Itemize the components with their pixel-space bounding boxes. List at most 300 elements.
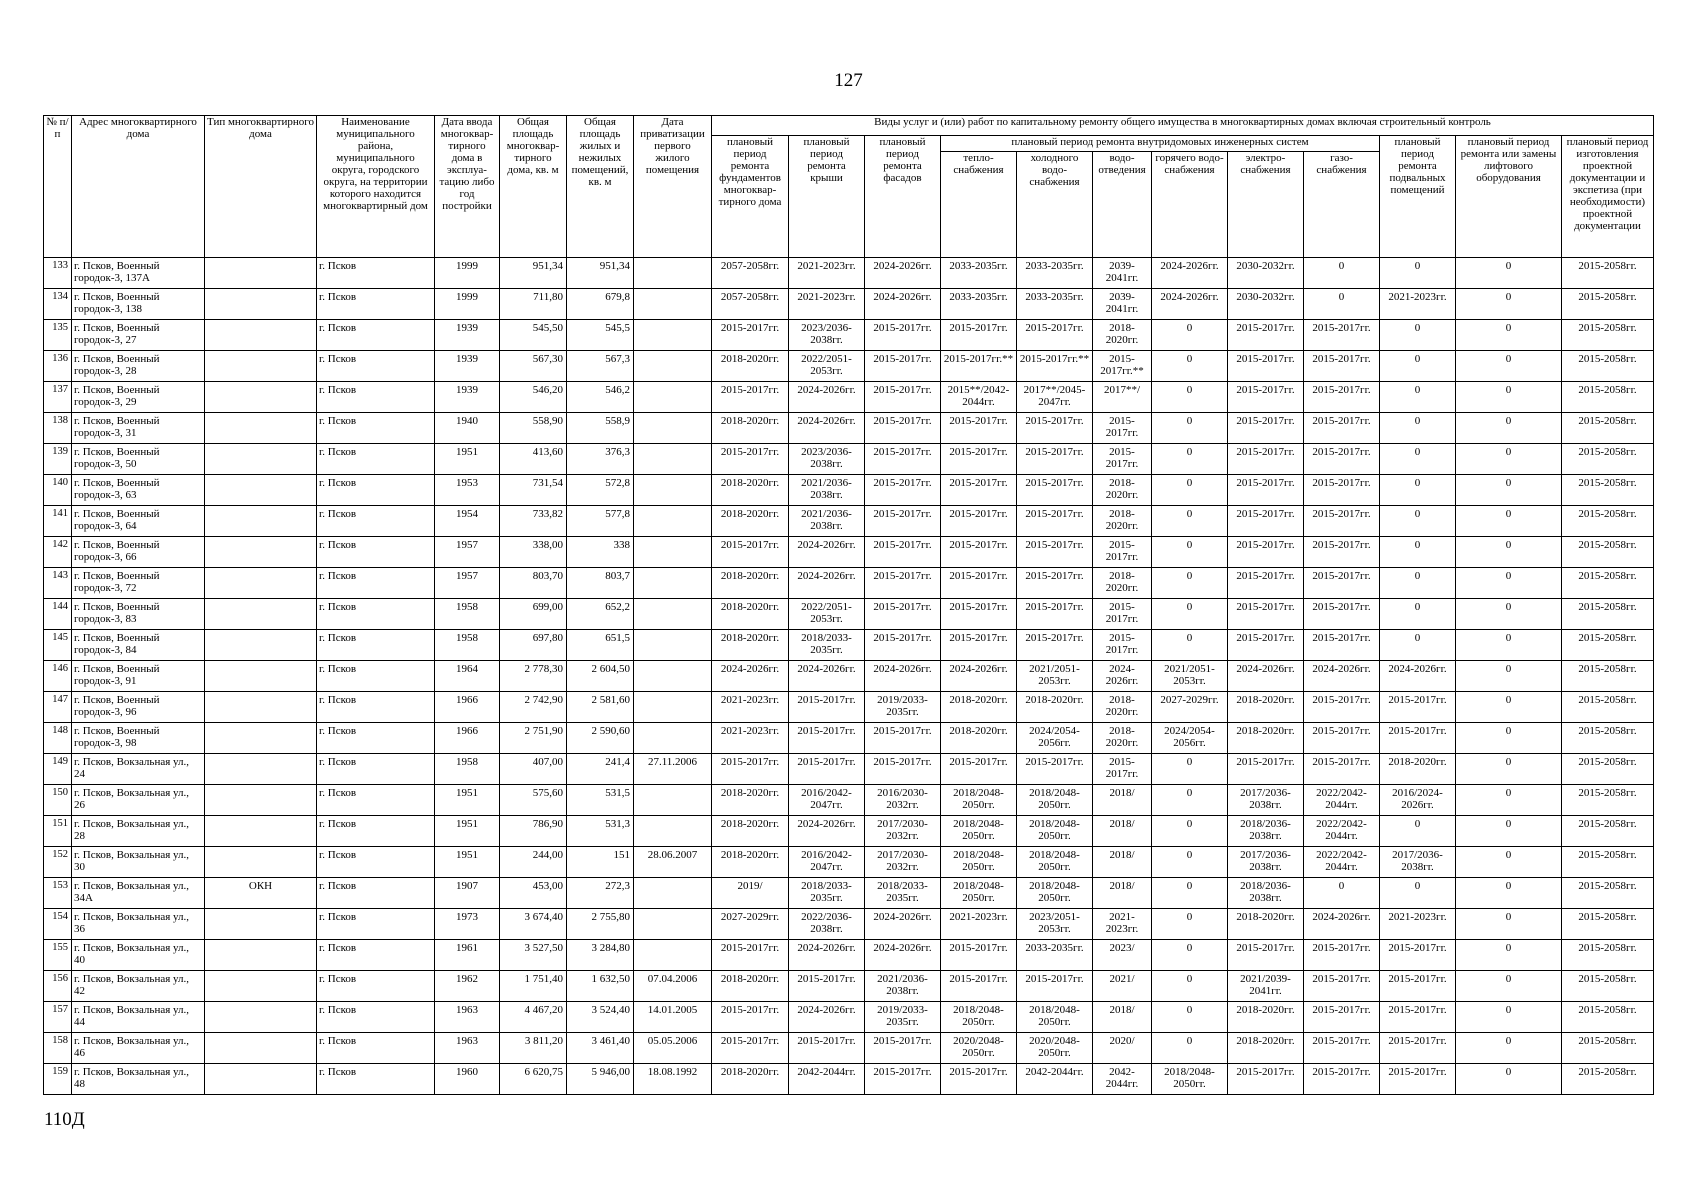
row-basement-period: 0	[1380, 816, 1456, 847]
row-cold-water-period: 2018-2020гг.	[1017, 692, 1093, 723]
row-residential-area: 2 604,50	[567, 661, 634, 692]
row-facade-period: 2015-2017гг.	[865, 754, 941, 785]
row-district: г. Псков	[317, 1002, 435, 1033]
table-row	[44, 909, 1654, 940]
row-project-docs-period: 2015-2058гг.	[1562, 847, 1654, 878]
row-number: 137	[44, 382, 72, 413]
row-elevator-period: 0	[1456, 1064, 1562, 1095]
row-elevator-period: 0	[1456, 909, 1562, 940]
row-elevator-period: 0	[1456, 785, 1562, 816]
row-total-area: 3 674,40	[500, 909, 567, 940]
row-drainage-period: 2018-2020гг.	[1093, 320, 1152, 351]
row-electric-period: 2015-2017гг.	[1228, 444, 1304, 475]
table-row	[44, 971, 1654, 1002]
row-residential-area: 951,34	[567, 258, 634, 289]
row-gas-period: 2015-2017гг.	[1304, 692, 1380, 723]
row-basement-period: 2021-2023гг.	[1380, 289, 1456, 320]
row-hot-water-period: 2018/2048-2050гг.	[1152, 1064, 1228, 1095]
row-hot-water-period: 0	[1152, 320, 1228, 351]
row-residential-area: 3 461,40	[567, 1033, 634, 1064]
row-facade-period: 2015-2017гг.	[865, 1064, 941, 1095]
row-elevator-period: 0	[1456, 661, 1562, 692]
row-number: 150	[44, 785, 72, 816]
row-facade-period: 2024-2026гг.	[865, 258, 941, 289]
header-residential-area: Общая площадь жилых и нежилых помещений, кв. м	[567, 116, 634, 258]
row-basement-period: 2015-2017гг.	[1380, 1002, 1456, 1033]
row-project-docs-period: 2015-2058гг.	[1562, 413, 1654, 444]
row-house-type	[205, 289, 317, 320]
row-facade-period: 2024-2026гг.	[865, 940, 941, 971]
row-heat-period: 2018/2048-2050гг.	[941, 878, 1017, 909]
row-year: 1957	[435, 537, 500, 568]
row-gas-period: 2015-2017гг.	[1304, 1033, 1380, 1064]
header-roof: плановый период ремонта крыши	[789, 136, 865, 258]
row-project-docs-period: 2015-2058гг.	[1562, 475, 1654, 506]
row-roof-period: 2024-2026гг.	[789, 1002, 865, 1033]
row-foundation-period: 2018-2020гг.	[712, 351, 789, 382]
row-privatization-date: 07.04.2006	[634, 971, 712, 1002]
row-hot-water-period: 0	[1152, 444, 1228, 475]
row-roof-period: 2024-2026гг.	[789, 661, 865, 692]
row-elevator-period: 0	[1456, 1002, 1562, 1033]
row-number: 156	[44, 971, 72, 1002]
row-roof-period: 2024-2026гг.	[789, 382, 865, 413]
row-electric-period: 2015-2017гг.	[1228, 506, 1304, 537]
table-row	[44, 816, 1654, 847]
row-number: 149	[44, 754, 72, 785]
row-total-area: 545,50	[500, 320, 567, 351]
row-cold-water-period: 2020/2048-2050гг.	[1017, 1033, 1093, 1064]
row-address: г. Псков, Вокзальная ул., 30	[72, 847, 205, 878]
row-roof-period: 2021/2036-2038гг.	[789, 506, 865, 537]
row-project-docs-period: 2015-2058гг.	[1562, 909, 1654, 940]
row-elevator-period: 0	[1456, 971, 1562, 1002]
row-total-area: 2 742,90	[500, 692, 567, 723]
row-district: г. Псков	[317, 723, 435, 754]
row-foundation-period: 2018-2020гг.	[712, 506, 789, 537]
row-electric-period: 2021/2039-2041гг.	[1228, 971, 1304, 1002]
table-row	[44, 568, 1654, 599]
row-address: г. Псков, Военный городок-3, 64	[72, 506, 205, 537]
row-gas-period: 2015-2017гг.	[1304, 537, 1380, 568]
row-year: 1963	[435, 1033, 500, 1064]
row-cold-water-period: 2015-2017гг.	[1017, 320, 1093, 351]
page-number: 127	[834, 70, 863, 91]
row-gas-period: 2024-2026гг.	[1304, 661, 1380, 692]
row-project-docs-period: 2015-2058гг.	[1562, 692, 1654, 723]
row-hot-water-period: 2027-2029гг.	[1152, 692, 1228, 723]
row-electric-period: 2015-2017гг.	[1228, 537, 1304, 568]
row-gas-period: 2015-2017гг.	[1304, 475, 1380, 506]
row-total-area: 731,54	[500, 475, 567, 506]
row-drainage-period: 2018-2020гг.	[1093, 723, 1152, 754]
row-project-docs-period: 2015-2058гг.	[1562, 1064, 1654, 1095]
table-row	[44, 351, 1654, 382]
row-foundation-period: 2027-2029гг.	[712, 909, 789, 940]
row-house-type	[205, 351, 317, 382]
table-row	[44, 382, 1654, 413]
row-heat-period: 2018-2020гг.	[941, 723, 1017, 754]
row-facade-period: 2015-2017гг.	[865, 599, 941, 630]
row-total-area: 2 778,30	[500, 661, 567, 692]
row-number: 153	[44, 878, 72, 909]
row-drainage-period: 2021-2023гг.	[1093, 909, 1152, 940]
row-elevator-period: 0	[1456, 630, 1562, 661]
header-drainage: водо-отведения	[1093, 152, 1152, 258]
row-hot-water-period: 0	[1152, 847, 1228, 878]
row-gas-period: 2015-2017гг.	[1304, 382, 1380, 413]
row-privatization-date	[634, 444, 712, 475]
row-total-area: 558,90	[500, 413, 567, 444]
row-drainage-period: 2021/	[1093, 971, 1152, 1002]
row-electric-period: 2018/2036-2038гг.	[1228, 878, 1304, 909]
row-residential-area: 572,8	[567, 475, 634, 506]
row-gas-period: 2024-2026гг.	[1304, 909, 1380, 940]
row-drainage-period: 2018/	[1093, 847, 1152, 878]
row-elevator-period: 0	[1456, 475, 1562, 506]
row-year: 1960	[435, 1064, 500, 1095]
row-number: 141	[44, 506, 72, 537]
row-elevator-period: 0	[1456, 258, 1562, 289]
row-privatization-date	[634, 816, 712, 847]
row-number: 155	[44, 940, 72, 971]
row-foundation-period: 2015-2017гг.	[712, 382, 789, 413]
row-cold-water-period: 2033-2035гг.	[1017, 940, 1093, 971]
row-basement-period: 0	[1380, 630, 1456, 661]
row-foundation-period: 2018-2020гг.	[712, 568, 789, 599]
header-heat: тепло-снабжения	[941, 152, 1017, 258]
row-foundation-period: 2015-2017гг.	[712, 1002, 789, 1033]
row-privatization-date	[634, 940, 712, 971]
row-drainage-period: 2018-2020гг.	[1093, 568, 1152, 599]
row-heat-period: 2015-2017гг.	[941, 506, 1017, 537]
row-drainage-period: 2018/	[1093, 816, 1152, 847]
row-roof-period: 2015-2017гг.	[789, 692, 865, 723]
row-privatization-date	[634, 351, 712, 382]
row-total-area: 951,34	[500, 258, 567, 289]
row-hot-water-period: 0	[1152, 568, 1228, 599]
row-drainage-period: 2015-2017гг.	[1093, 537, 1152, 568]
table-row	[44, 537, 1654, 568]
row-facade-period: 2016/2030-2032гг.	[865, 785, 941, 816]
row-roof-period: 2021/2036-2038гг.	[789, 475, 865, 506]
row-basement-period: 0	[1380, 351, 1456, 382]
row-foundation-period: 2018-2020гг.	[712, 413, 789, 444]
row-residential-area: 338	[567, 537, 634, 568]
row-electric-period: 2015-2017гг.	[1228, 1064, 1304, 1095]
header-basement: плановый период ремонта подвальных помещений	[1380, 136, 1456, 258]
row-number: 136	[44, 351, 72, 382]
row-roof-period: 2022/2051-2053гг.	[789, 599, 865, 630]
row-electric-period: 2015-2017гг.	[1228, 599, 1304, 630]
row-roof-period: 2024-2026гг.	[789, 537, 865, 568]
header-works-group: Виды услуг и (или) работ по капитальному ремонту общего имущества в многоквартирных домах включая строительный контроль	[712, 116, 1654, 136]
header-privatization-date: Дата приватизации первого жилого помещения	[634, 116, 712, 258]
row-house-type	[205, 506, 317, 537]
row-facade-period: 2019/2033-2035гг.	[865, 692, 941, 723]
row-gas-period: 2015-2017гг.	[1304, 568, 1380, 599]
row-year: 1940	[435, 413, 500, 444]
row-total-area: 575,60	[500, 785, 567, 816]
row-house-type	[205, 320, 317, 351]
row-foundation-period: 2057-2058гг.	[712, 258, 789, 289]
row-heat-period: 2018/2048-2050гг.	[941, 847, 1017, 878]
row-district: г. Псков	[317, 289, 435, 320]
row-hot-water-period: 0	[1152, 351, 1228, 382]
row-number: 134	[44, 289, 72, 320]
row-elevator-period: 0	[1456, 382, 1562, 413]
row-privatization-date	[634, 289, 712, 320]
header-cold-water: холодного водо-снабжения	[1017, 152, 1093, 258]
row-year: 1951	[435, 785, 500, 816]
row-roof-period: 2022/2051-2053гг.	[789, 351, 865, 382]
row-year: 1951	[435, 847, 500, 878]
row-gas-period: 2022/2042-2044гг.	[1304, 816, 1380, 847]
row-house-type	[205, 692, 317, 723]
header-date-commission: Дата ввода многоквар-тирного дома в эксплуа-тацию либо год постройки	[435, 116, 500, 258]
row-basement-period: 0	[1380, 506, 1456, 537]
table-row	[44, 258, 1654, 289]
row-gas-period: 2015-2017гг.	[1304, 506, 1380, 537]
row-district: г. Псков	[317, 320, 435, 351]
table-row	[44, 413, 1654, 444]
row-total-area: 803,70	[500, 568, 567, 599]
row-hot-water-period: 0	[1152, 382, 1228, 413]
row-drainage-period: 2018-2020гг.	[1093, 692, 1152, 723]
row-project-docs-period: 2015-2058гг.	[1562, 940, 1654, 971]
row-electric-period: 2015-2017гг.	[1228, 413, 1304, 444]
row-foundation-period: 2019/	[712, 878, 789, 909]
row-year: 1966	[435, 723, 500, 754]
row-drainage-period: 2024-2026гг.	[1093, 661, 1152, 692]
row-cold-water-period: 2042-2044гг.	[1017, 1064, 1093, 1095]
row-electric-period: 2015-2017гг.	[1228, 475, 1304, 506]
row-foundation-period: 2015-2017гг.	[712, 1033, 789, 1064]
row-year: 1939	[435, 320, 500, 351]
row-house-type	[205, 413, 317, 444]
row-year: 1999	[435, 289, 500, 320]
row-hot-water-period: 0	[1152, 506, 1228, 537]
row-basement-period: 0	[1380, 568, 1456, 599]
table-row	[44, 630, 1654, 661]
row-district: г. Псков	[317, 785, 435, 816]
row-address: г. Псков, Военный городок-3, 72	[72, 568, 205, 599]
table-row	[44, 1002, 1654, 1033]
row-basement-period: 2021-2023гг.	[1380, 909, 1456, 940]
row-electric-period: 2030-2032гг.	[1228, 258, 1304, 289]
row-address: г. Псков, Военный городок-3, 29	[72, 382, 205, 413]
row-year: 1939	[435, 382, 500, 413]
row-total-area: 413,60	[500, 444, 567, 475]
row-residential-area: 272,3	[567, 878, 634, 909]
row-project-docs-period: 2015-2058гг.	[1562, 661, 1654, 692]
row-address: г. Псков, Вокзальная ул., 34А	[72, 878, 205, 909]
row-gas-period: 2015-2017гг.	[1304, 630, 1380, 661]
row-hot-water-period: 0	[1152, 971, 1228, 1002]
capital-repair-table	[43, 115, 1654, 1095]
row-privatization-date	[634, 599, 712, 630]
row-house-type	[205, 537, 317, 568]
row-project-docs-period: 2015-2058гг.	[1562, 289, 1654, 320]
row-district: г. Псков	[317, 630, 435, 661]
table-row	[44, 847, 1654, 878]
row-heat-period: 2015-2017гг.	[941, 568, 1017, 599]
table-row	[44, 754, 1654, 785]
row-address: г. Псков, Вокзальная ул., 44	[72, 1002, 205, 1033]
row-gas-period: 0	[1304, 258, 1380, 289]
row-cold-water-period: 2015-2017гг.	[1017, 444, 1093, 475]
row-gas-period: 2015-2017гг.	[1304, 754, 1380, 785]
row-number: 146	[44, 661, 72, 692]
row-elevator-period: 0	[1456, 847, 1562, 878]
row-facade-period: 2015-2017гг.	[865, 475, 941, 506]
row-roof-period: 2015-2017гг.	[789, 1033, 865, 1064]
row-cold-water-period: 2018/2048-2050гг.	[1017, 816, 1093, 847]
row-total-area: 546,20	[500, 382, 567, 413]
row-privatization-date	[634, 909, 712, 940]
row-address: г. Псков, Вокзальная ул., 46	[72, 1033, 205, 1064]
row-heat-period: 2020/2048-2050гг.	[941, 1033, 1017, 1064]
row-elevator-period: 0	[1456, 1033, 1562, 1064]
row-facade-period: 2015-2017гг.	[865, 506, 941, 537]
row-electric-period: 2030-2032гг.	[1228, 289, 1304, 320]
row-gas-period: 2015-2017гг.	[1304, 599, 1380, 630]
row-gas-period: 2015-2017гг.	[1304, 1064, 1380, 1095]
row-roof-period: 2015-2017гг.	[789, 723, 865, 754]
header-type: Тип многоквартирного дома	[205, 116, 317, 258]
row-year: 1963	[435, 1002, 500, 1033]
row-foundation-period: 2018-2020гг.	[712, 475, 789, 506]
row-district: г. Псков	[317, 599, 435, 630]
row-address: г. Псков, Вокзальная ул., 24	[72, 754, 205, 785]
row-foundation-period: 2021-2023гг.	[712, 723, 789, 754]
row-district: г. Псков	[317, 754, 435, 785]
row-house-type	[205, 444, 317, 475]
row-cold-water-period: 2015-2017гг.	[1017, 630, 1093, 661]
row-house-type	[205, 1002, 317, 1033]
header-elevator: плановый период ремонта или замены лифтового оборудования	[1456, 136, 1562, 258]
row-privatization-date: 18.08.1992	[634, 1064, 712, 1095]
row-cold-water-period: 2015-2017гг.	[1017, 475, 1093, 506]
table-row	[44, 506, 1654, 537]
row-district: г. Псков	[317, 909, 435, 940]
row-foundation-period: 2024-2026гг.	[712, 661, 789, 692]
table-row	[44, 1033, 1654, 1064]
row-residential-area: 3 524,40	[567, 1002, 634, 1033]
row-roof-period: 2018/2033-2035гг.	[789, 878, 865, 909]
row-district: г. Псков	[317, 475, 435, 506]
row-elevator-period: 0	[1456, 692, 1562, 723]
row-address: г. Псков, Вокзальная ул., 48	[72, 1064, 205, 1095]
row-hot-water-period: 2024-2026гг.	[1152, 258, 1228, 289]
row-house-type	[205, 1064, 317, 1095]
row-roof-period: 2021-2023гг.	[789, 289, 865, 320]
row-address: г. Псков, Военный городок-3, 91	[72, 661, 205, 692]
table-row	[44, 1064, 1654, 1095]
table-row	[44, 785, 1654, 816]
row-residential-area: 2 590,60	[567, 723, 634, 754]
row-cold-water-period: 2033-2035гг.	[1017, 258, 1093, 289]
row-elevator-period: 0	[1456, 816, 1562, 847]
row-facade-period: 2015-2017гг.	[865, 320, 941, 351]
row-basement-period: 2015-2017гг.	[1380, 971, 1456, 1002]
row-facade-period: 2015-2017гг.	[865, 382, 941, 413]
row-address: г. Псков, Военный городок-3, 28	[72, 351, 205, 382]
row-total-area: 1 751,40	[500, 971, 567, 1002]
row-house-type	[205, 785, 317, 816]
table-row	[44, 878, 1654, 909]
row-district: г. Псков	[317, 382, 435, 413]
row-number: 147	[44, 692, 72, 723]
row-cold-water-period: 2015-2017гг.	[1017, 506, 1093, 537]
row-district: г. Псков	[317, 971, 435, 1002]
row-basement-period: 0	[1380, 537, 1456, 568]
row-basement-period: 0	[1380, 258, 1456, 289]
row-heat-period: 2015-2017гг.	[941, 413, 1017, 444]
row-basement-period: 2015-2017гг.	[1380, 1064, 1456, 1095]
table-row	[44, 692, 1654, 723]
row-residential-area: 652,2	[567, 599, 634, 630]
row-year: 1958	[435, 630, 500, 661]
row-total-area: 453,00	[500, 878, 567, 909]
row-year: 1953	[435, 475, 500, 506]
row-hot-water-period: 0	[1152, 537, 1228, 568]
row-facade-period: 2021/2036-2038гг.	[865, 971, 941, 1002]
row-house-type	[205, 847, 317, 878]
row-residential-area: 531,3	[567, 816, 634, 847]
row-electric-period: 2015-2017гг.	[1228, 630, 1304, 661]
row-number: 159	[44, 1064, 72, 1095]
row-residential-area: 558,9	[567, 413, 634, 444]
row-address: г. Псков, Военный городок-3, 66	[72, 537, 205, 568]
table-row	[44, 661, 1654, 692]
row-residential-area: 531,5	[567, 785, 634, 816]
row-total-area: 3 527,50	[500, 940, 567, 971]
row-address: г. Псков, Военный городок-3, 31	[72, 413, 205, 444]
row-address: г. Псков, Военный городок-3, 50	[72, 444, 205, 475]
row-project-docs-period: 2015-2058гг.	[1562, 506, 1654, 537]
row-basement-period: 2018-2020гг.	[1380, 754, 1456, 785]
row-cold-water-period: 2018/2048-2050гг.	[1017, 785, 1093, 816]
row-facade-period: 2015-2017гг.	[865, 413, 941, 444]
row-hot-water-period: 0	[1152, 878, 1228, 909]
row-basement-period: 0	[1380, 320, 1456, 351]
row-roof-period: 2042-2044гг.	[789, 1064, 865, 1095]
row-heat-period: 2015-2017гг.	[941, 537, 1017, 568]
row-project-docs-period: 2015-2058гг.	[1562, 630, 1654, 661]
row-total-area: 699,00	[500, 599, 567, 630]
row-district: г. Псков	[317, 661, 435, 692]
row-total-area: 697,80	[500, 630, 567, 661]
row-heat-period: 2015-2017гг.**	[941, 351, 1017, 382]
row-house-type	[205, 382, 317, 413]
row-roof-period: 2023/2036-2038гг.	[789, 320, 865, 351]
header-total-area: Общая площадь многоквар-тирного дома, кв. м	[500, 116, 567, 258]
row-district: г. Псков	[317, 413, 435, 444]
row-district: г. Псков	[317, 506, 435, 537]
row-gas-period: 0	[1304, 289, 1380, 320]
row-cold-water-period: 2015-2017гг.	[1017, 568, 1093, 599]
row-facade-period: 2019/2033-2035гг.	[865, 1002, 941, 1033]
row-house-type	[205, 971, 317, 1002]
row-drainage-period: 2015-2017гг.**	[1093, 351, 1152, 382]
row-gas-period: 2015-2017гг.	[1304, 971, 1380, 1002]
row-facade-period: 2015-2017гг.	[865, 351, 941, 382]
row-year: 1962	[435, 971, 500, 1002]
row-year: 1961	[435, 940, 500, 971]
row-house-type	[205, 909, 317, 940]
row-house-type	[205, 1033, 317, 1064]
